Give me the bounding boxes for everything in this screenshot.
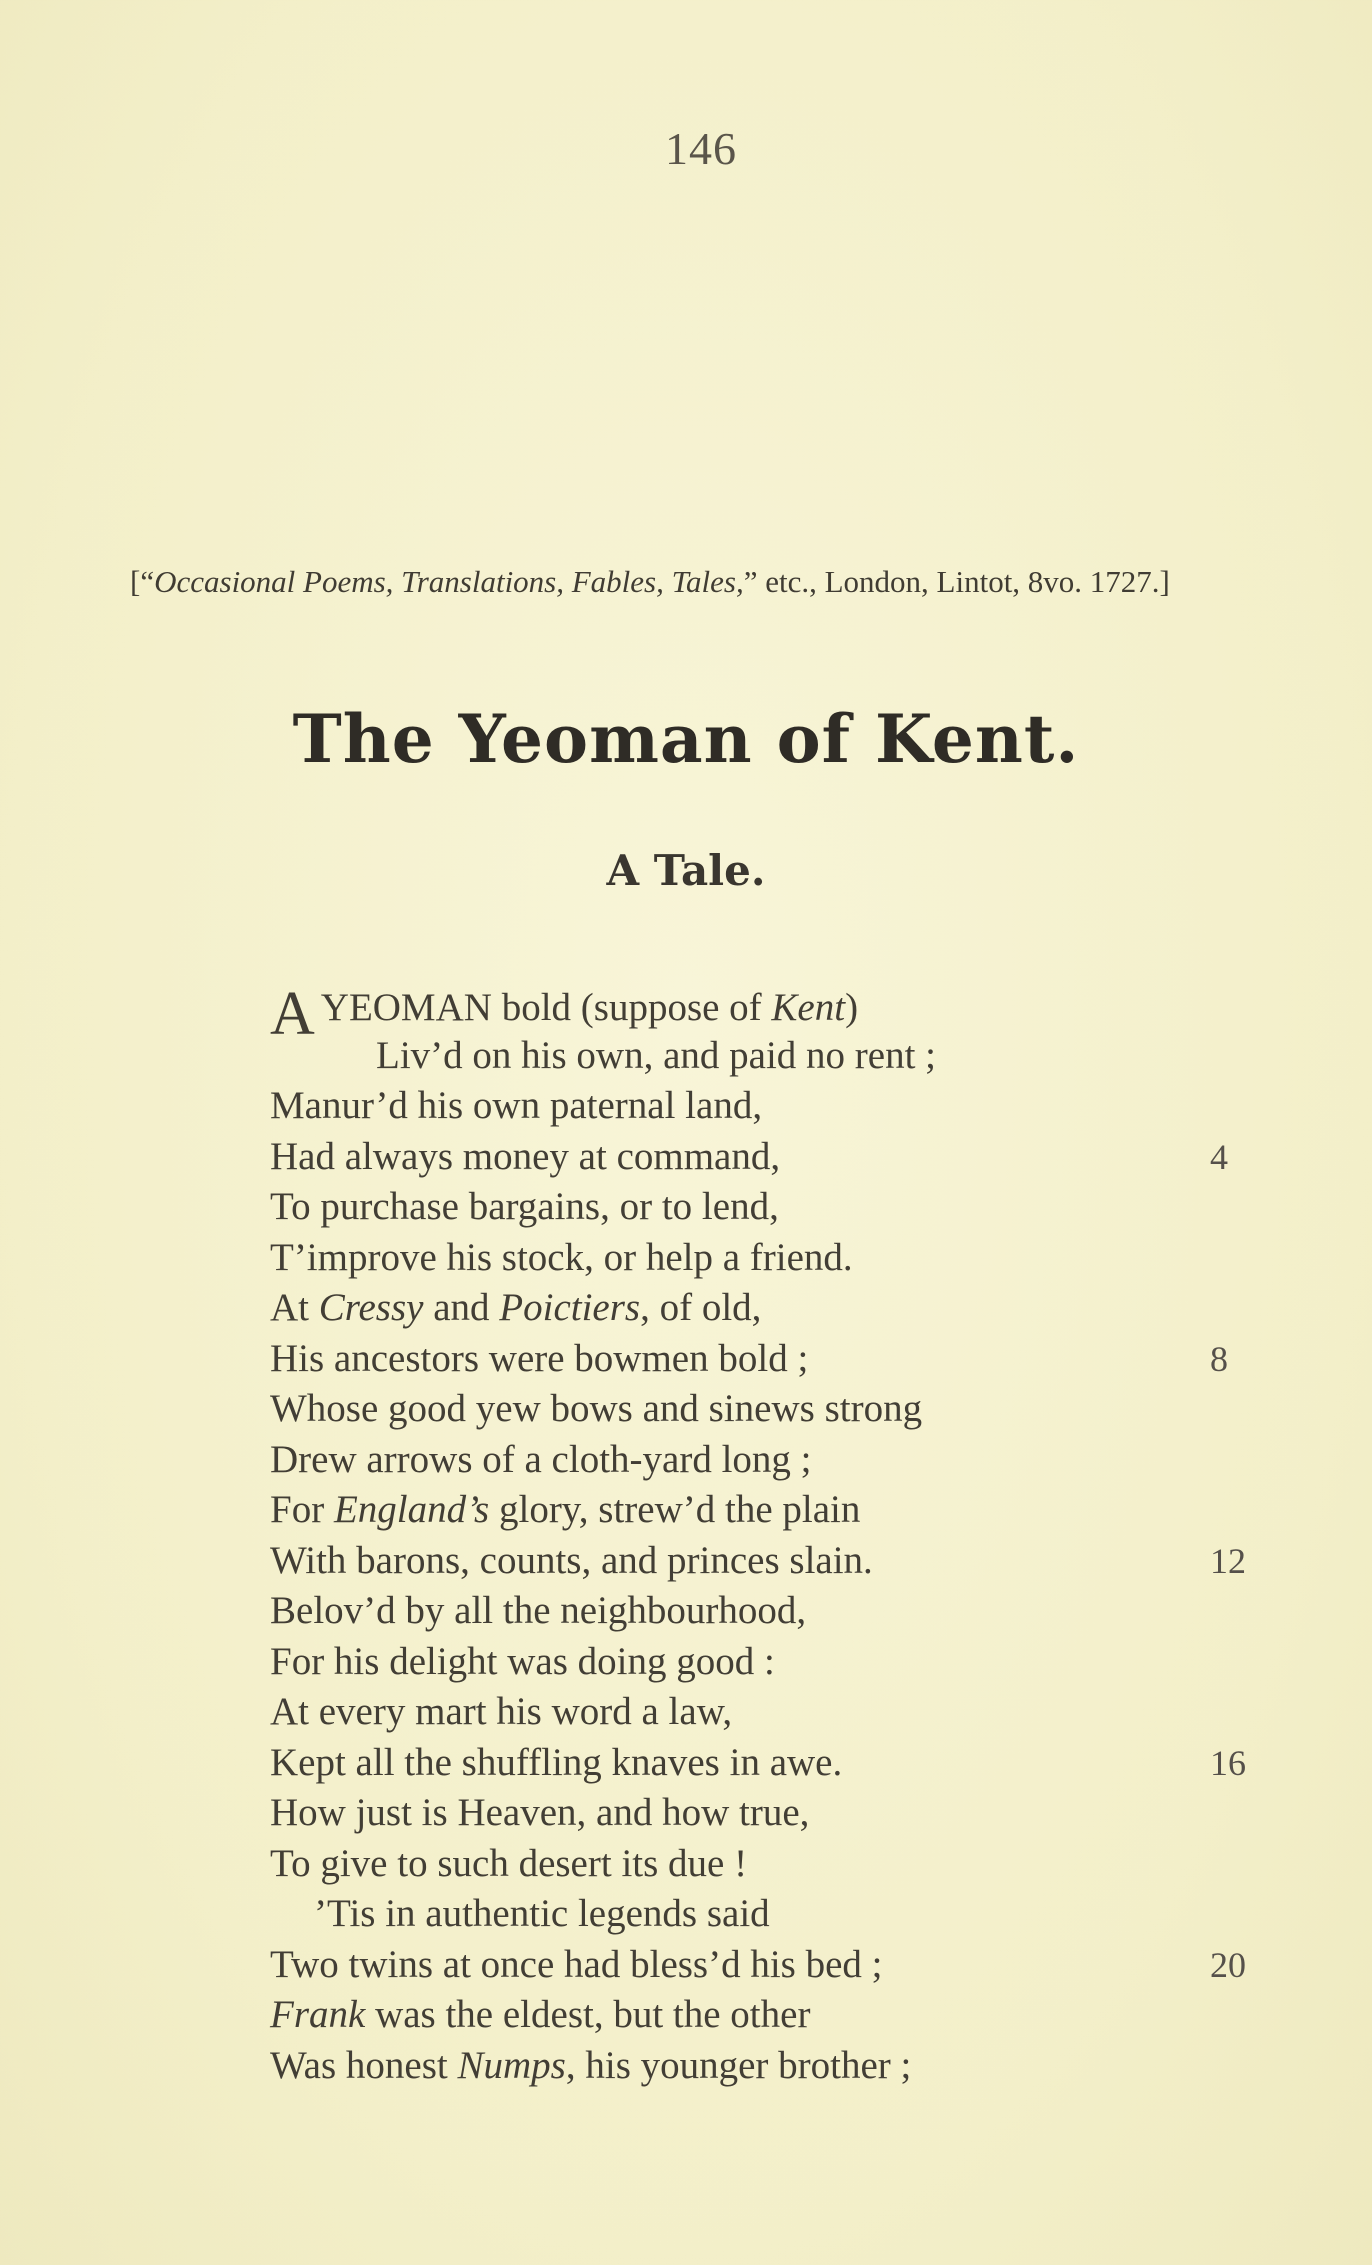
poem-body	[270, 980, 1270, 2091]
verse-line: How just is Heaven, and how true,	[270, 1791, 810, 1834]
verse-line: For his delight was doing good :	[270, 1639, 775, 1683]
verse-line: Whose good yew bows and sinews strong	[270, 1387, 923, 1430]
line-number: 16	[1210, 1742, 1246, 1783]
page-number: 146	[665, 123, 737, 174]
verse-line: Kept all the shuffling knaves in awe. 16	[270, 1738, 1270, 1789]
verse-line: Drew arrows of a cloth-yard long ;	[270, 1437, 812, 1481]
verse-line: Two twins at once had bless’d his bed ; 20	[270, 1940, 1270, 1991]
drop-cap: A	[270, 980, 315, 1048]
verse-line: A YEOMAN bold (suppose of Kent)	[270, 980, 859, 1048]
verse-line: Manur’d his own paternal land,	[270, 1084, 763, 1127]
verse-line: At Cressy and Poictiers, of old,	[270, 1286, 762, 1329]
source-citation	[130, 564, 1260, 600]
verse-line: Belov’d by all the neighbourhood,	[270, 1589, 807, 1632]
line-number: 12	[1210, 1540, 1246, 1581]
verse-line: For England’s glory, strew’d the plain	[270, 1488, 861, 1531]
citation-open: [“	[130, 564, 155, 599]
poem-subtitle: A Tale.	[606, 846, 766, 895]
line-number: 4	[1210, 1136, 1228, 1177]
verse-line: His ancestors were bowmen bold ; 8	[270, 1334, 1270, 1385]
verse-line: Was honest Numps, his younger brother ;	[270, 2043, 912, 2087]
citation-close-quote: ”	[743, 564, 758, 599]
verse-line: With barons, counts, and princes slain. 12	[270, 1536, 1270, 1587]
verse-line: Frank was the eldest, but the other	[270, 1993, 811, 2036]
verse-line: At every mart his word a law,	[270, 1690, 733, 1733]
verse-line: ’Tis in authentic legends said	[314, 1892, 770, 1935]
verse-line: To purchase bargains, or to lend,	[270, 1185, 779, 1228]
line-number: 20	[1210, 1944, 1246, 1985]
citation-works: Occasional Poems, Translations, Fables, Tales,	[154, 564, 744, 599]
verse-line: Liv’d on his own, and paid no rent ;	[376, 1033, 936, 1077]
verse-line: Had always money at command, 4	[270, 1132, 1270, 1183]
citation-rest: etc., London, Lintot, 8vo. 1727.]	[757, 564, 1170, 599]
verse-line: T’improve his stock, or help a friend.	[270, 1235, 853, 1279]
poem-title: The Yeoman of Kent.	[292, 700, 1080, 778]
verse-line: To give to such desert its due !	[270, 1841, 748, 1885]
line-number: 8	[1210, 1338, 1228, 1379]
